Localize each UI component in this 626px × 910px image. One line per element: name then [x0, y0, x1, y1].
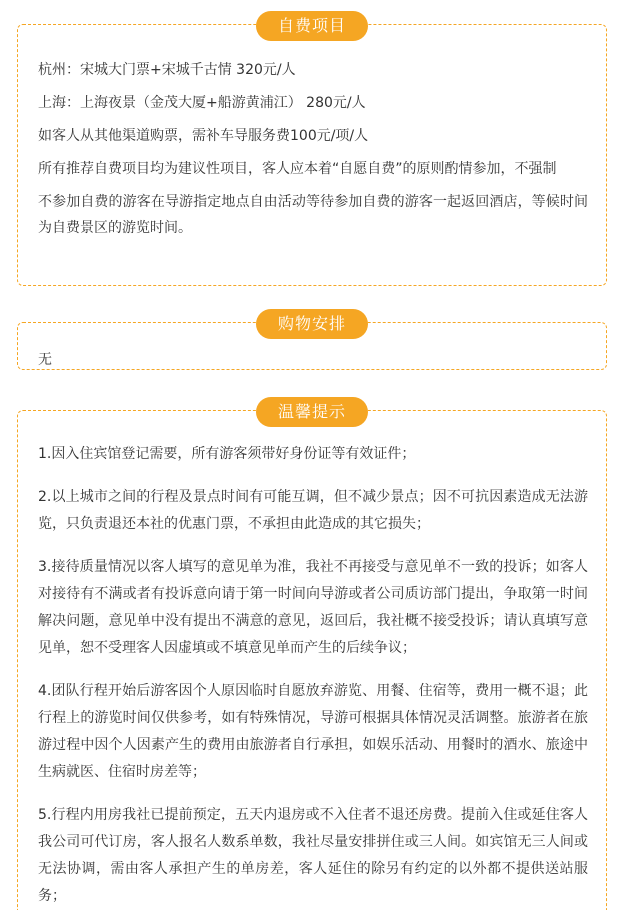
tip-item: 1.因入住宾馆登记需要，所有游客须带好身份证等有效证件；: [38, 446, 416, 462]
shopping-title: 购物安排: [256, 309, 368, 339]
self-pay-item: 杭州：宋城大门票+宋城千古情 320元/人: [38, 62, 296, 78]
self-pay-body: [18, 25, 606, 241]
self-pay-item: 上海：上海夜景（金茂大厦+船游黄浦江） 280元/人: [38, 95, 366, 111]
tip-item: 2.以上城市之间的行程及景点时间有可能互调，但不减少景点；因不可抗因素造成无法游览，只负责退还本社的优惠门票，不承担由此造成的其它损失；: [38, 489, 588, 532]
tips-body: [18, 411, 606, 910]
self-pay-item: 如客人从其他渠道购票，需补车导服务费100元/项/人: [38, 128, 369, 144]
shopping-content: 无: [38, 352, 52, 368]
tip-item: 3.接待质量情况以客人填写的意见单为准，我社不再接受与意见单不一致的投诉；如客人对接待有不满或者有投诉意向请于第一时间向导游或者公司质访部门提出，争取第一时间解决问题，意见单中没有提出不满意的意见，返回后，我社概不接受投诉；请认真填写意见单，恕不受理客人因虚填或不填意见单而产生的后续争议；: [38, 559, 588, 656]
tips-section: [17, 402, 607, 910]
tip-item: 5.行程内用房我社已提前预定，五天内退房或不入住者不退还房费。提前入住或延住客人我公司可代订房，客人报名人数系单数，我社尽量安排拼住或三人间。如宾馆无三人间或无法协调，需由客人承担产生的单房差，客人延住的除另有约定的以外都不提供送站服务；: [38, 807, 588, 904]
self-pay-item: 不参加自费的游客在导游指定地点自由活动等待参加自费的游客一起返回酒店，等候时间为自费景区的游览时间。: [38, 194, 588, 236]
shopping-section: [17, 314, 607, 370]
self-pay-item: 所有推荐自费项目均为建议性项目，客人应本着“自愿自费”的原则酌情参加，不强制: [38, 161, 557, 177]
self-pay-title: 自费项目: [256, 11, 368, 41]
tips-title: 温馨提示: [256, 397, 368, 427]
tip-item: 4.团队行程开始后游客因个人原因临时自愿放弃游览、用餐、住宿等，费用一概不退；此行程上的游览时间仅供参考，如有特殊情况，导游可根据具体情况灵活调整。旅游者在旅游过程中因个人因素产生的费用由旅游者自行承担，如娱乐活动、用餐时的酒水、旅途中生病就医、住宿时房差等；: [38, 683, 588, 780]
self-pay-section: [17, 16, 607, 286]
